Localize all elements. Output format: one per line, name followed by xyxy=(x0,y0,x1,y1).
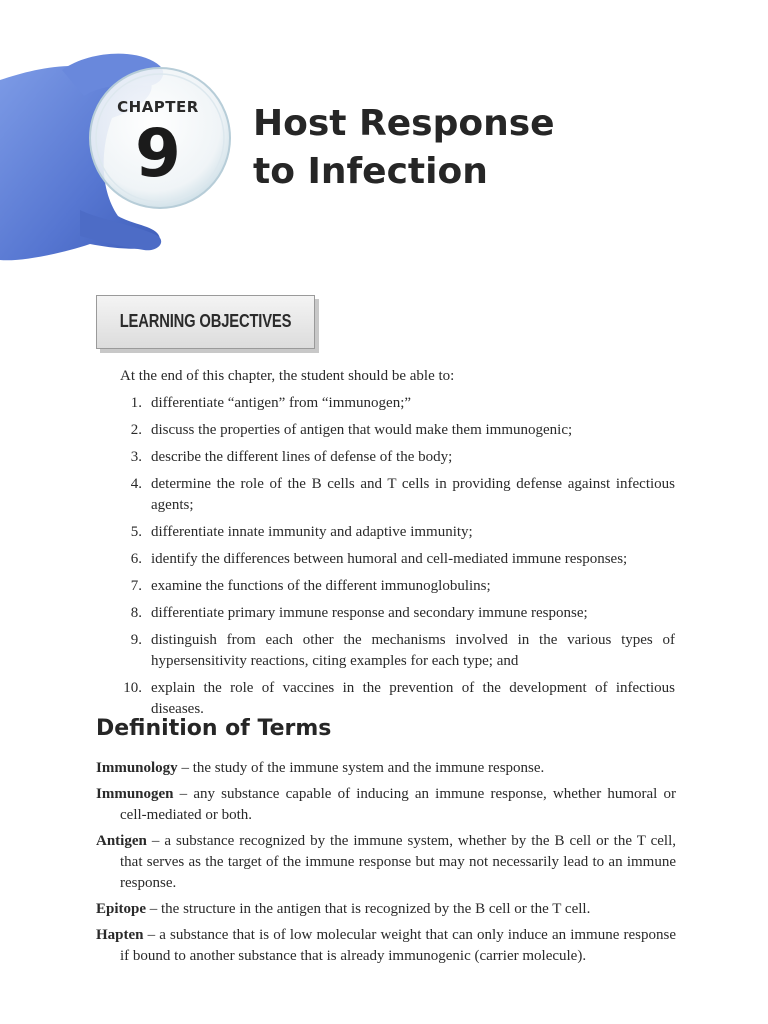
term-definition: – the structure in the antigen that is recognized by the B cell or the T cell. xyxy=(146,901,591,917)
objective-number: 7. xyxy=(130,578,142,594)
chapter-title-line-1: Host Response xyxy=(253,103,555,144)
learning-objectives-heading-box xyxy=(96,295,315,349)
definition-entry xyxy=(96,925,676,967)
term-name: Antigen xyxy=(96,833,147,849)
term-definition: – any substance capable of inducing an immune response, whether humoral or cell-mediated or both. xyxy=(120,786,676,823)
objective-text: explain the role of vaccines in the prevention of the development of infectious diseases. xyxy=(151,680,675,717)
objective-item xyxy=(120,420,675,441)
objective-item xyxy=(120,447,675,468)
objective-text: differentiate “antigen” from “immunogen;” xyxy=(151,395,412,411)
objective-text: examine the functions of the different immunoglobulins; xyxy=(151,578,491,594)
objective-number: 4. xyxy=(130,476,142,492)
objective-number: 3. xyxy=(130,449,142,465)
objective-number: 2. xyxy=(130,422,142,438)
term-name: Hapten xyxy=(96,927,144,943)
objective-number: 1. xyxy=(130,395,142,411)
definition-entry xyxy=(96,784,676,826)
objective-number: 10. xyxy=(123,680,142,696)
chapter-title xyxy=(253,100,693,196)
objective-number: 5. xyxy=(130,524,142,540)
definitions-list xyxy=(96,758,676,972)
term-definition: – a substance that is of low molecular weight that can only induce an immune response if bound to another substance that is already immunogenic (carrier molecule). xyxy=(120,927,676,964)
term-name: Immunology xyxy=(96,760,178,776)
objective-item xyxy=(120,576,675,597)
term-definition: – the study of the immune system and the immune response. xyxy=(177,760,545,776)
objective-item xyxy=(120,522,675,543)
objective-text: describe the different lines of defense of the body; xyxy=(151,449,453,465)
objective-item xyxy=(120,678,675,720)
learning-objectives-heading: LEARNING OBJECTIVES xyxy=(119,311,292,331)
objective-text: differentiate primary immune response and secondary immune response; xyxy=(151,605,588,621)
objectives-intro: At the end of this chapter, the student should be able to: xyxy=(120,368,455,384)
objective-item xyxy=(120,630,675,672)
chapter-title-line-2: to Infection xyxy=(253,151,488,192)
chapter-number: 9 xyxy=(135,115,181,192)
objective-text: identify the differences between humoral and cell-mediated immune responses; xyxy=(151,551,628,567)
objective-text: distinguish from each other the mechanisms involved in the various types of hypersensitivity reactions, citing examples for each type; and xyxy=(151,632,675,669)
objective-item xyxy=(120,603,675,624)
objective-text: differentiate innate immunity and adaptive immunity; xyxy=(151,524,473,540)
definition-entry xyxy=(96,899,676,920)
term-name: Epitope xyxy=(96,901,147,917)
objective-number: 8. xyxy=(130,605,142,621)
term-definition: – a substance recognized by the immune system, whether by the B cell or the T cell, that serves as the target of the immune response but may not necessarily lead to an immune response. xyxy=(120,833,676,891)
objective-item xyxy=(120,549,675,570)
definition-of-terms-heading: Definition of Terms xyxy=(96,716,332,741)
term-name: Immunogen xyxy=(96,786,174,802)
objectives-list xyxy=(120,393,675,726)
objective-text: discuss the properties of antigen that would make them immunogenic; xyxy=(151,422,573,438)
objective-item xyxy=(120,474,675,516)
objective-number: 9. xyxy=(130,632,142,648)
objective-item xyxy=(120,393,675,414)
definition-entry xyxy=(96,758,676,779)
objective-number: 6. xyxy=(130,551,142,567)
chapter-label: CHAPTER xyxy=(117,98,199,116)
objective-text: determine the role of the B cells and T cells in providing defense against infectious agents; xyxy=(151,476,675,513)
definition-entry xyxy=(96,831,676,894)
